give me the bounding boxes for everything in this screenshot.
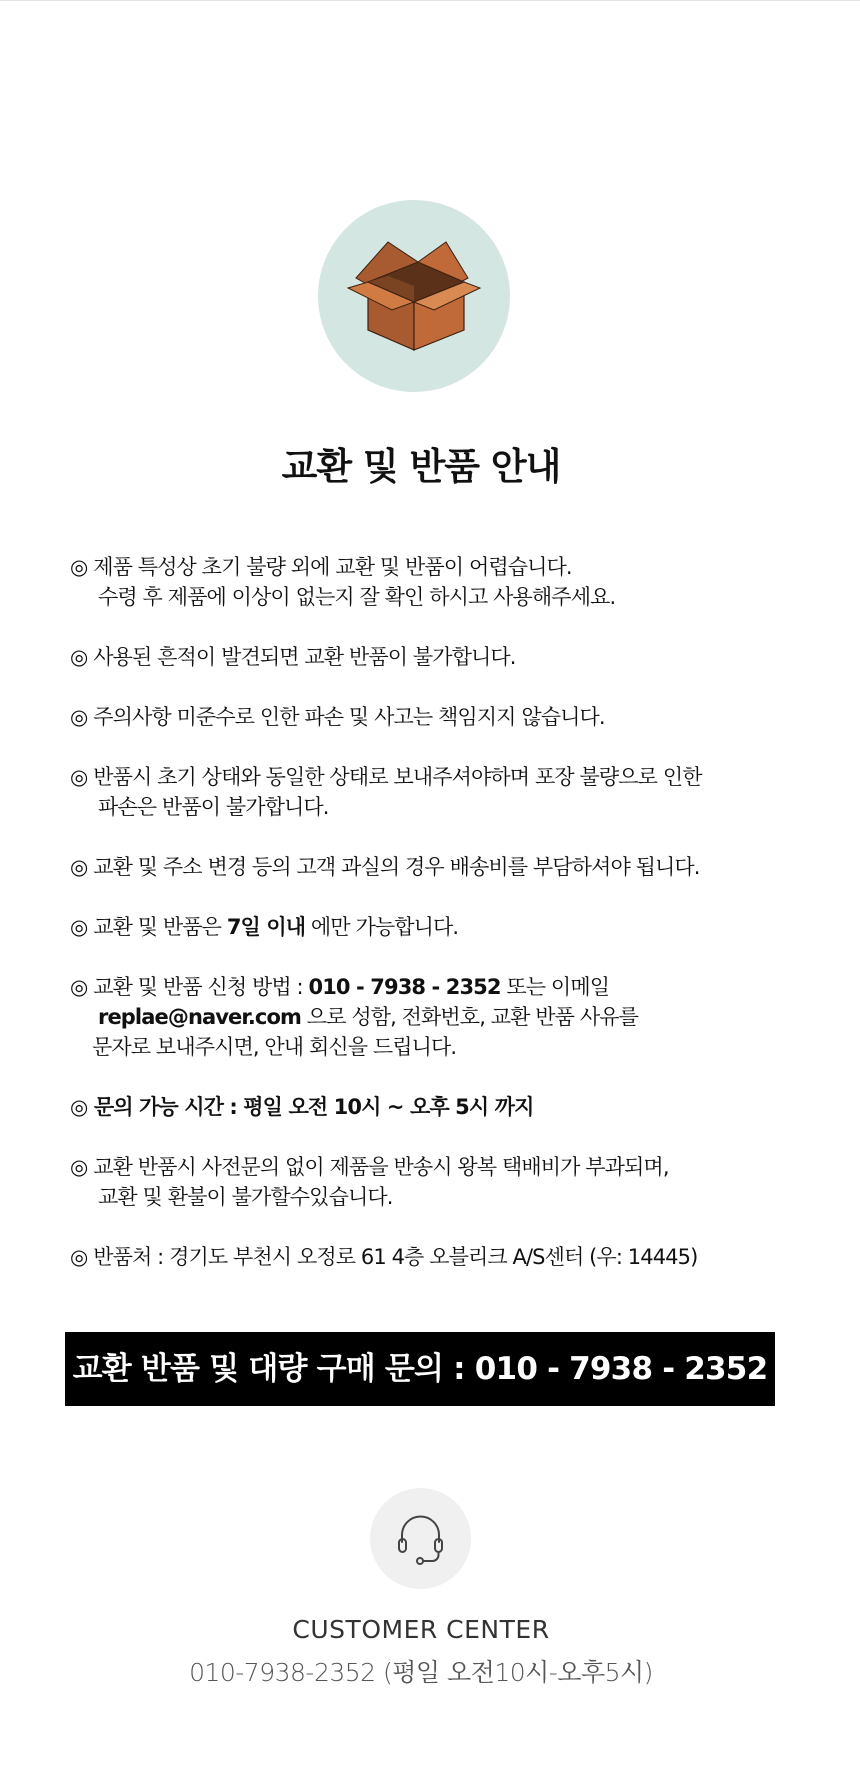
notice-line: 교환 및 환불이 불가할수있습니다. <box>98 1185 393 1209</box>
box-icon-circle <box>318 200 510 392</box>
notice-line: ◎ 문의 가능 시간 : 평일 오전 10시 ~ 오후 5시 까지 <box>70 1095 534 1119</box>
notice-line: ◎ 사용된 흔적이 발견되면 교환 반품이 불가합니다. <box>70 645 516 669</box>
notice-item-return-address <box>70 1242 790 1272</box>
notice-item-7-days <box>70 912 790 942</box>
notice-item-shipping-fee <box>70 852 790 882</box>
notice-text: 에만 가능합니다. <box>305 915 459 939</box>
request-email: replae@naver.com <box>98 1005 301 1029</box>
top-divider <box>0 0 860 1</box>
notice-line: ◎ 반품시 초기 상태와 동일한 상태로 보내주셔야하며 포장 불량으로 인한 <box>70 765 702 789</box>
notice-line: 문자로 보내주시면, 안내 회신을 드립니다. <box>92 1035 457 1059</box>
notice-item-inquiry-hours <box>70 1092 790 1122</box>
notice-line: ◎ 교환 반품시 사전문의 없이 제품을 반송시 왕복 택배비가 부과되며, <box>70 1155 669 1179</box>
customer-center-phone: 010-7938-2352 (평일 오전10시-오후5시) <box>189 1658 653 1687</box>
notice-line: 수령 후 제품에 이상이 없는지 잘 확인 하시고 사용해주세요. <box>98 585 616 609</box>
notice-line <box>70 1002 790 1032</box>
request-phone: 010 - 7938 - 2352 <box>308 975 501 999</box>
notice-text: 으로 성함, 전화번호, 교환 반품 사유를 <box>301 1005 638 1029</box>
notice-line: ◎ 반품처 : 경기도 부천시 오정로 61 4층 오블리크 A/S센터 (우: 14445) <box>70 1245 698 1269</box>
notice-line: ◎ 제품 특성상 초기 불량 외에 교환 및 반품이 어렵습니다. <box>70 555 572 579</box>
contact-bar: 교환 반품 및 대량 구매 문의 : 010 - 7938 - 2352 <box>65 1332 775 1406</box>
notice-emphasis: 7일 이내 <box>226 915 306 939</box>
page-title: 교환 및 반품 안내 <box>281 445 561 488</box>
notice-line <box>70 972 790 1002</box>
headset-icon-circle <box>370 1488 471 1589</box>
notice-text: ◎ 교환 및 반품은 <box>70 915 227 939</box>
notice-line: 파손은 반품이 불가합니다. <box>98 795 329 819</box>
notice-item-request-method <box>70 972 790 1062</box>
notice-item-precautions <box>70 702 790 732</box>
notice-item-round-trip-fee <box>70 1152 790 1212</box>
notice-text: ◎ 교환 및 반품 신청 방법 : <box>70 975 309 999</box>
notice-text: 또는 이메일 <box>500 975 610 999</box>
notice-line: ◎ 주의사항 미준수로 인한 파손 및 사고는 책임지지 않습니다. <box>70 705 605 729</box>
headset-icon <box>370 1488 471 1589</box>
open-box-icon <box>318 200 510 392</box>
customer-center-title: CUSTOMER CENTER <box>292 1615 550 1644</box>
notice-item-return-condition <box>70 762 790 822</box>
notice-line <box>70 912 790 942</box>
notice-item-defect-only <box>70 552 790 612</box>
notice-item-used-traces <box>70 642 790 672</box>
notice-line: ◎ 교환 및 주소 변경 등의 고객 과실의 경우 배송비를 부담하셔야 됩니다. <box>70 855 700 879</box>
